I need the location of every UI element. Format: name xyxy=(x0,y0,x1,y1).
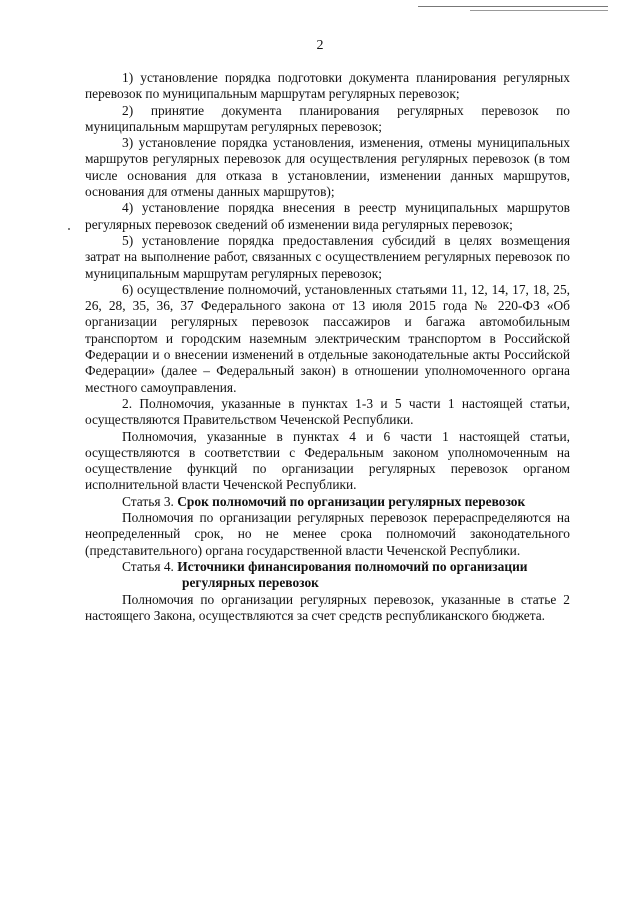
article-3-title: Срок полномочий по организации регулярных перевозок xyxy=(177,493,526,509)
article-3-text: Полномочия по организации регулярных перевозок перераспределяются на неопределенный срок, но не менее срока полномочий законодательного (представительного) органа государственной власти Чеченской Республики. xyxy=(85,510,570,558)
list-item-2: 2) принятие документа планирования регулярных перевозок по муниципальным маршрутам регулярных перевозок; xyxy=(85,102,570,134)
header-rule xyxy=(418,6,608,7)
paragraph-part-2: 2. Полномочия, указанные в пунктах 1-3 и 5 части 1 настоящей статьи, осуществляются Правительством Чеченской Республики. xyxy=(85,395,570,428)
article-3-number: Статья 3. xyxy=(122,493,174,509)
article-4-text: Полномочия по организации регулярных перевозок, указанные в статье 2 настоящего Закона, осуществляются за счет средств республиканского бюджета. xyxy=(85,591,570,623)
list-item-6: 6) осуществление полномочий, установленных статьями 11, 12, 14, 17, 18, 25, 26, 28, 35, 36, 37 Федерального закона от 13 июля 2015 года № 220-ФЗ «Об организации регулярных перевозок пассажиров и багажа автомобильным транспортом и городским наземным электрическим транспортом в Российской Федерации и о внесении изменений в отдельные законодательные акты Российской Федерации» (далее – Федеральный закон) в отношении уполномоченного органа местного самоуправления. xyxy=(85,281,570,395)
list-item-1: 1) установление порядка подготовки документа планирования регулярных перевозок по муниципальным маршрутам регулярных перевозок; xyxy=(85,70,570,102)
header-rule-secondary xyxy=(470,10,608,11)
article-4-heading xyxy=(85,559,570,592)
page-number: 2 xyxy=(316,38,324,53)
list-item-5: 5) установление порядка предоставления субсидий в целях возмещения затрат на выполнение работ, связанных с осуществлением регулярных перевозок по муниципальным маршрутам регулярных перевозок; xyxy=(85,232,570,281)
paragraph-powers-4-6: Полномочия, указанные в пунктах 4 и 6 части 1 настоящей статьи, осуществляются в соответствии с Федеральным законом уполномоченным на осуществление функций по организации регулярных перевозок органом исполнительной власти Чеченской Республики. xyxy=(85,428,570,493)
article-4-title-line1: Источники финансирования полномочий по организации xyxy=(177,558,528,574)
article-3-heading xyxy=(85,494,570,510)
list-item-3: 3) установление порядка установления, изменения, отмены муниципальных маршрутов регулярных перевозок для осуществления регулярных перевозок (в том числе основания для отказа в установлении, изменении данных маршрутов, основания для отмены данных маршрутов); xyxy=(85,135,570,200)
list-item-4: 4) установление порядка внесения в реестр муниципальных маршрутов регулярных перевозок сведений об изменении вида регулярных перевозок; xyxy=(85,200,570,232)
margin-mark xyxy=(68,228,70,230)
article-4-title-line2: регулярных перевозок xyxy=(182,575,319,591)
article-4-number: Статья 4. xyxy=(122,558,174,574)
document-body xyxy=(85,70,570,624)
